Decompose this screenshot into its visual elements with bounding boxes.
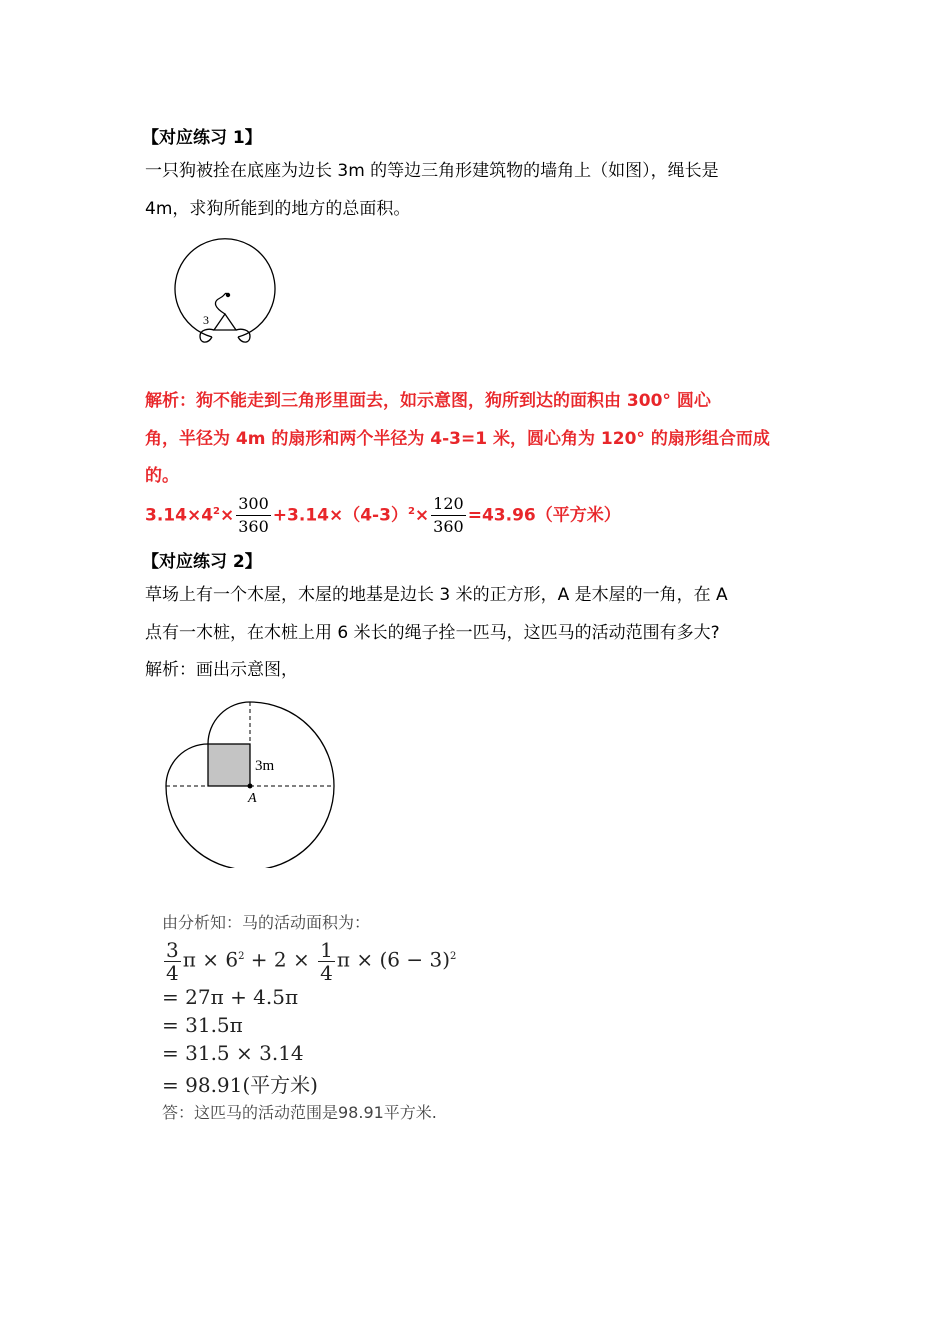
fraction1-denominator: 360: [238, 517, 269, 537]
formula-part2-exponent: 2: [407, 506, 415, 517]
exercise1-question-line2: 4m，求狗所能到的地方的总面积。: [145, 199, 411, 219]
solution-intro: 由分析知：马的活动面积为：: [162, 913, 371, 932]
math-fraction1-numerator: 3: [166, 937, 179, 962]
fraction1-numerator: 300: [236, 493, 271, 516]
fraction2-denominator: 360: [433, 517, 464, 537]
math-term2: + 2 ×: [244, 947, 317, 972]
math-term1: π × 6: [182, 947, 239, 972]
fraction2-numerator: 120: [431, 493, 466, 516]
exercise1-figure: [160, 232, 285, 350]
math-term1-exponent: 2: [238, 951, 245, 962]
formula-part2: +3.14×（4-3）: [272, 505, 408, 526]
exercise1-analysis-line1: 解析：狗不能走到三角形里面去，如示意图，狗所到达的面积由 300° 圆心: [145, 391, 711, 411]
math-term3-exponent: 2: [450, 951, 457, 962]
exercise2-question-line1: 草场上有一个木屋，木屋的地基是边长 3 米的正方形，A 是木屋的一角，在 A: [145, 585, 728, 605]
formula-fraction1: [236, 493, 271, 538]
math-fraction-three-quarters: [164, 939, 181, 984]
formula-times2: ×: [414, 505, 430, 526]
exercise1-formula: [145, 490, 621, 538]
exercise1-question-line1: 一只狗被拴在底座为边长 3m 的等边三角形建筑物的墙角上（如图），绳长是: [145, 161, 719, 181]
exercise2-question-line2: 点有一木桩，在木桩上用 6 米长的绳子拴一匹马，这匹马的活动范围有多大?: [145, 623, 720, 643]
exercise2-heading: 【对应练习 2】: [142, 552, 262, 572]
math-term3: π × (6 − 3): [336, 947, 451, 972]
exercise2-figure-point-label: A: [248, 791, 257, 806]
math-fraction2-denominator: 4: [320, 960, 333, 985]
math-fraction2-numerator: 1: [320, 937, 333, 962]
math-fraction-one-quarter: [318, 939, 335, 984]
math-line1: [162, 932, 456, 985]
formula-part1: 3.14×4: [145, 505, 214, 526]
exercise2-figure-side-label: 3m: [255, 758, 275, 774]
exercise2-analysis: 解析：画出示意图，: [145, 660, 298, 680]
formula-fraction2: [431, 493, 466, 538]
exercise1-analysis-line2: 角，半径为 4m 的扇形和两个半径为 4-3=1 米，圆心角为 120° 的扇形组合而成: [145, 429, 770, 449]
math-fraction1-denominator: 4: [166, 960, 179, 985]
final-answer: 答：这匹马的活动范围是98.91平方米.: [162, 1103, 437, 1122]
math-line2: = 27π + 4.5π: [162, 985, 299, 1009]
math-line3: = 31.5π: [162, 1013, 243, 1037]
exercise2-figure: [160, 696, 340, 868]
exercise1-heading: 【对应练习 1】: [142, 128, 262, 148]
formula-times1: ×: [220, 505, 235, 526]
exercise1-analysis-line3: 的。: [145, 466, 179, 486]
exercise1-figure-label: 3: [203, 313, 209, 327]
formula-part1-exponent: 2: [213, 506, 220, 517]
math-line5: = 98.91(平方米): [162, 1073, 318, 1097]
formula-result: =43.96（平方米）: [467, 505, 621, 526]
math-line4: = 31.5 × 3.14: [162, 1041, 304, 1065]
